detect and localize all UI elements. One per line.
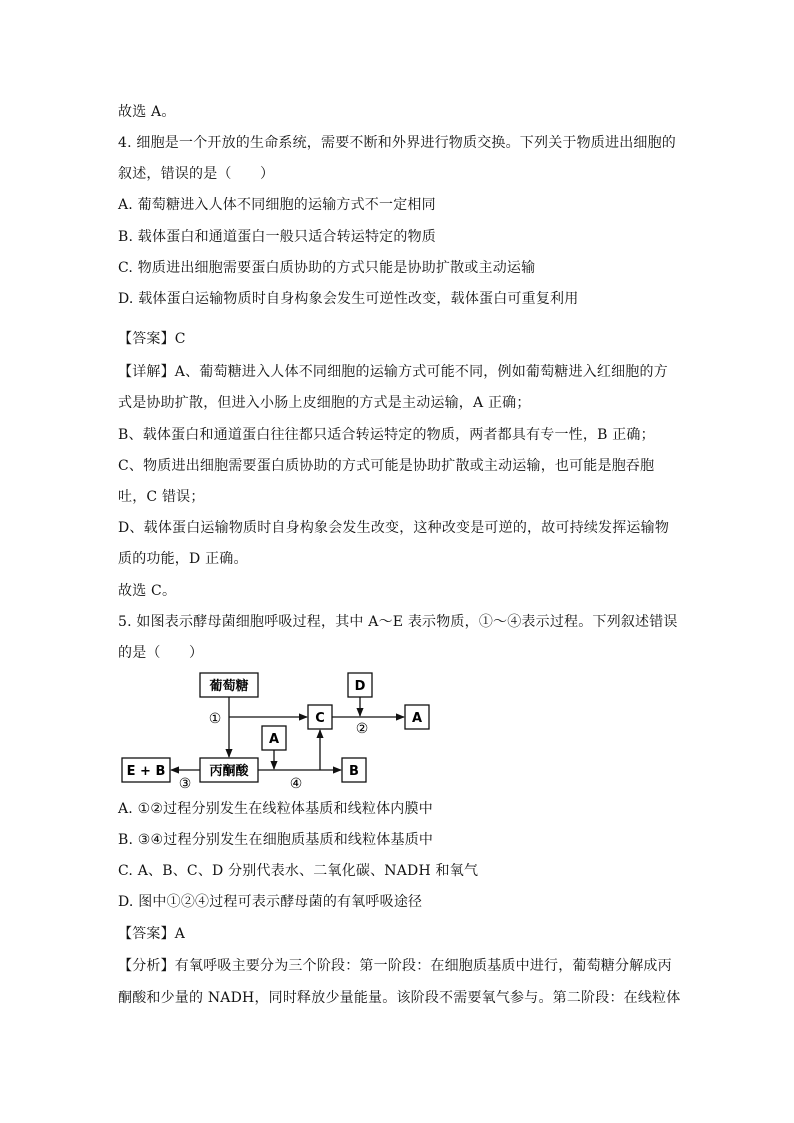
d-label: D (354, 679, 366, 694)
explanation-line: C、物质进出细胞需要蛋白质协助的方式可能是协助扩散或主动运输，也可能是胞吞胞 (118, 458, 655, 474)
a-top-label: A (411, 711, 423, 726)
process-2-label: ② (355, 721, 369, 737)
option-a: A. 葡萄糖进入人体不同细胞的运输方式不一定相同 (118, 197, 436, 213)
a-mid-box (262, 726, 286, 750)
option-c: C. 物质进出细胞需要蛋白质协助的方式只能是协助扩散或主动运输 (118, 260, 536, 276)
explanation-line: B、载体蛋白和通道蛋白往往都只适合转运特定的物质，两者都具有专一性，B 正确； (118, 427, 655, 443)
explanation-line: 【详解】A、葡萄糖进入人体不同细胞的运输方式可能不同，例如葡萄糖进入红细胞的方 (118, 364, 668, 380)
respiration-diagram (118, 668, 438, 792)
answer-line: 【答案】A (118, 926, 186, 942)
pyruvate-box (200, 758, 258, 782)
pyruvate-label: 丙酮酸 (209, 764, 249, 779)
option-b: B. ③④过程分别发生在细胞质基质和线粒体基质中 (118, 832, 434, 848)
explanation-line: 质的功能，D 正确。 (118, 551, 248, 567)
process-4-label: ④ (289, 776, 303, 792)
text-line: 故选 C。 (118, 583, 177, 599)
eb-label: E + B (126, 764, 166, 779)
question-4-stem-cont: 叙述，错误的是（ ） (118, 166, 275, 182)
eb-box (122, 758, 170, 782)
option-c: C. A、B、C、D 分别代表水、二氧化碳、NADH 和氧气 (118, 863, 479, 879)
question-4-stem: 4. 细胞是一个开放的生命系统，需要不断和外界进行物质交换。下列关于物质进出细胞的 (118, 135, 677, 151)
text-line: 故选 A。 (118, 104, 176, 120)
answer-line: 【答案】C (118, 331, 186, 347)
option-d: D. 载体蛋白运输物质时自身构象会发生可逆性改变，载体蛋白可重复利用 (118, 291, 579, 307)
c-box (308, 705, 332, 729)
c-label: C (315, 711, 325, 726)
glucose-box (200, 673, 258, 697)
d-box (348, 673, 372, 697)
a-top-box (405, 705, 429, 729)
explanation-line: 吐，C 错误； (118, 489, 205, 505)
analysis-line: 酮酸和少量的 NADH，同时释放少量能量。该阶段不需要氧气参与。第二阶段：在线粒体 (118, 990, 681, 1006)
glucose-label: 葡萄糖 (209, 679, 249, 694)
b-label: B (349, 764, 359, 779)
a-mid-label: A (268, 732, 280, 747)
explanation-line: D、载体蛋白运输物质时自身构象会发生改变，这种改变是可逆的，故可持续发挥运输物 (118, 520, 670, 536)
option-b: B. 载体蛋白和通道蛋白一般只适合转运特定的物质 (118, 229, 436, 245)
option-a: A. ①②过程分别发生在线粒体基质和线粒体内膜中 (118, 801, 433, 817)
b-box (342, 758, 366, 782)
question-5-stem: 5. 如图表示酵母菌细胞呼吸过程，其中 A～E 表示物质，①～④表示过程。下列叙述错误 (118, 614, 678, 630)
analysis-line: 【分析】有氧呼吸主要分为三个阶段：第一阶段：在细胞质基质中进行，葡萄糖分解成丙 (118, 958, 672, 974)
process-3-label: ③ (178, 776, 192, 792)
process-1-label: ① (208, 711, 222, 727)
option-d: D. 图中①②④过程可表示酵母菌的有氧呼吸途径 (118, 894, 423, 910)
explanation-line: 式是协助扩散，但进入小肠上皮细胞的方式是主动运输，A 正确； (118, 395, 531, 411)
question-5-stem-cont: 的是（ ） (118, 645, 204, 661)
respiration-diagram-svg (118, 668, 438, 792)
